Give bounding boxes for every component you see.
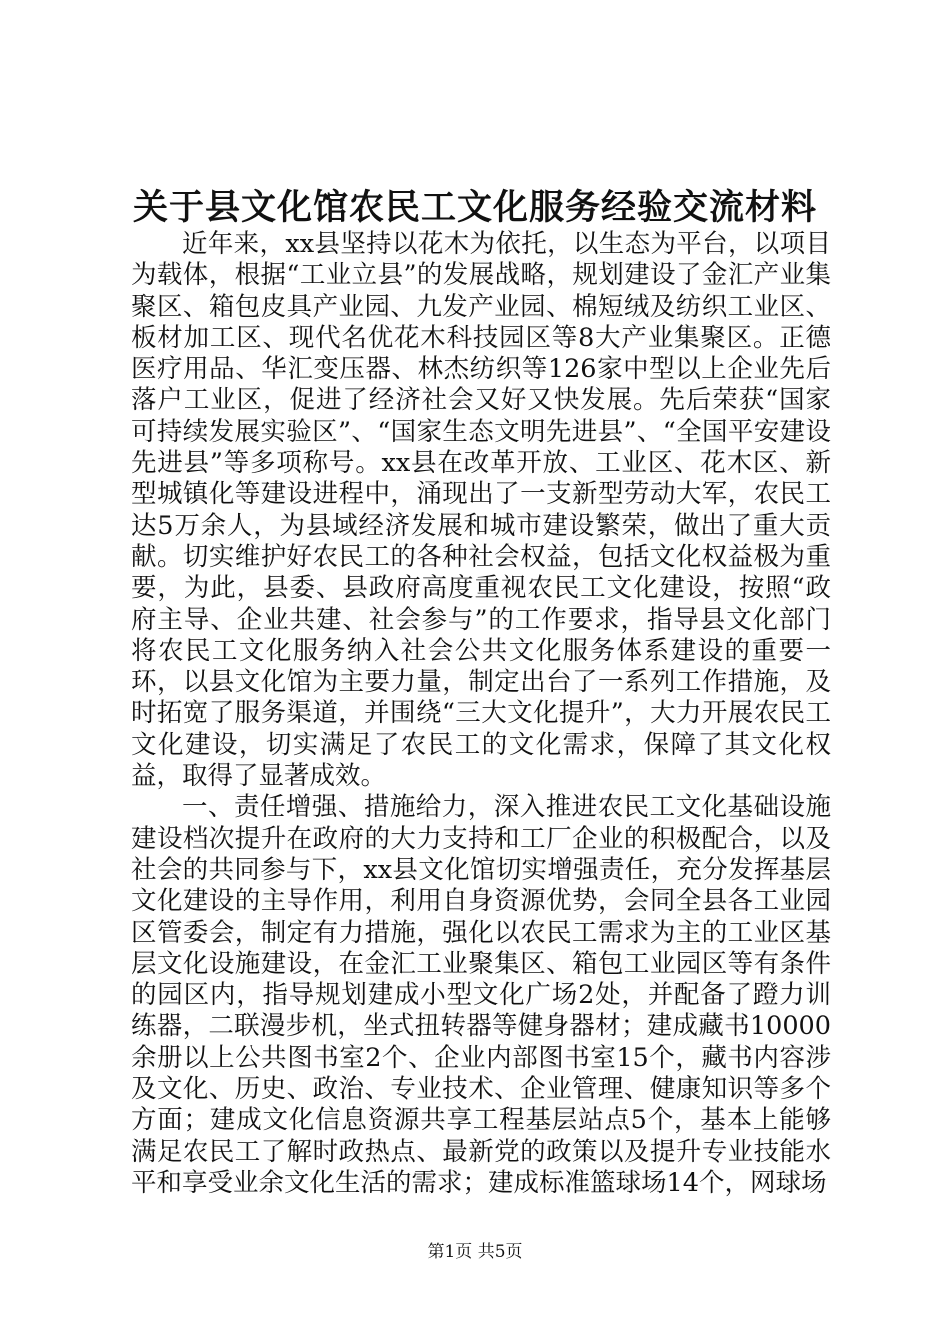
body-paragraph: 一、责任增强、措施给力，深入推进农民工文化基础设施建设档次提升在政府的大力支持和工厂企业的积极配合，以及社会的共同参与下，xx县文化馆切实增强责任，充分发挥基层文化建设的主导作用，利用自身资源优势，会同全县各工业园区管委会，制定有力措施，强化以农民工需求为主的工业区基层文化设施建设，在金汇工业聚集区、箱包工业园区等有条件的园区内，指导规划建成小型文化广场2处，并配备了蹬力训练器，二联漫步机，坐式扭转器等健身器材；建成藏书10000余册以上公共图书室2个、企业内部图书室15个，藏书内容涉及文化、历史、政治、专业技术、企业管理、健康知识等多个方面；建成文化信息资源共享工程基层站点5个，基本上能够满足农民工了解时政热点、最新党的政策以及提升专业技能水平和享受业余文化生活的需求；建成标准篮球场14个，网球场	[131, 792, 831, 1198]
page-number-footer: 第1页 共5页	[427, 1242, 523, 1262]
body-paragraph: 近年来，xx县坚持以花木为依托，以生态为平台，以项目为载体，根据“工业立县”的发展战略，规划建设了金汇产业集聚区、箱包皮具产业园、九发产业园、棉短绒及纺织工业区、板材加工区、现代名优花木科技园区等8大产业集聚区。正德医疗用品、华汇变压器、林杰纺织等126家中型以上企业先后落户工业区，促进了经济社会又好又快发展。先后荣获“国家可持续发展实验区”、“国家生态文明先进县”、“全国平安建设先进县”等多项称号。xx县在改革开放、工业区、花木区、新型城镇化等建设进程中，涌现出了一支新型劳动大军，农民工达5万余人，为县域经济发展和城市建设繁荣，做出了重大贡献。切实维护好农民工的各种社会权益，包括文化权益极为重要，为此，县委、县政府高度重视农民工文化建设，按照“政府主导、企业共建、社会参与”的工作要求，指导县文化部门将农民工文化服务纳入社会公共文化服务体系建设的重要一环，以县文化馆为主要力量，制定出台了一系列工作措施，及时拓宽了服务渠道，并围绕“三大文化提升”，大力开展农民工文化建设，切实满足了农民工的文化需求，保障了其文化权益，取得了显著成效。	[131, 229, 831, 792]
document-title: 关于县文化馆农民工文化服务经验交流材料	[132, 187, 817, 228]
document-body	[131, 229, 831, 1199]
